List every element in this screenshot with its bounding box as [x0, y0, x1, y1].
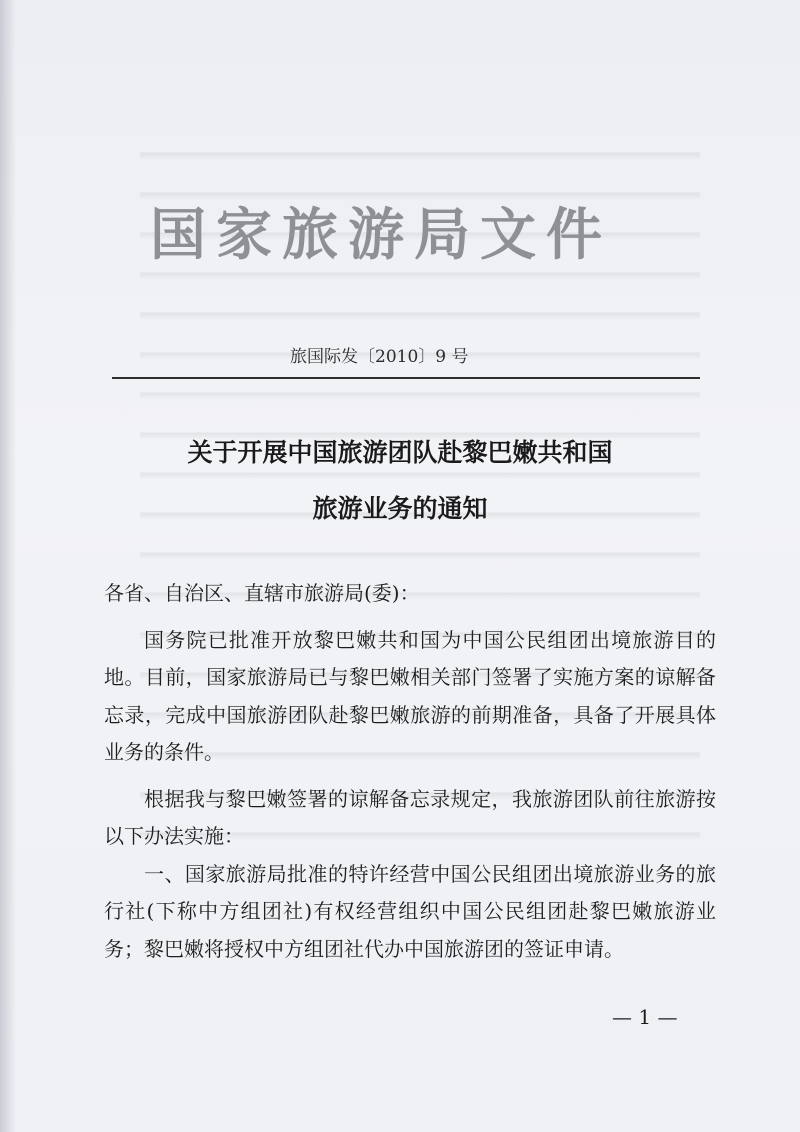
subject-line-1: 关于开展中国旅游团队赴黎巴嫩共和国	[187, 438, 613, 467]
paragraph: 一、国家旅游局批准的特许经营中国公民组团出境旅游业务的旅行社(下称中方组团社)有权经营组织中国公民组团赴黎巴嫩旅游业务；黎巴嫩将授权中方组团社代办中国旅游团的签证申请。	[104, 861, 716, 961]
scan-edge-shadow	[0, 0, 16, 1132]
document-number: 旅国际发〔2010〕9 号	[290, 347, 469, 367]
issuing-authority-title: 国家旅游局文件	[150, 202, 612, 268]
page-number: — 1 —	[612, 1005, 678, 1029]
paragraph: 国务院已批准开放黎巴嫩共和国为中国公民组团出境旅游目的地。目前，国家旅游局已与黎巴嫩相关部门签署了实施方案的谅解备忘录，完成中国旅游团队赴黎巴嫩旅游的前期准备，具备了开展具体业务的条件。	[104, 627, 716, 764]
paragraph: 根据我与黎巴嫩签署的谅解备忘录规定，我旅游团队前往旅游按以下办法实施：	[104, 786, 716, 848]
header-divider	[112, 377, 700, 379]
document-subject	[100, 425, 700, 537]
addressee: 各省、自治区、直辖市旅游局(委)：	[104, 581, 420, 605]
subject-line-2: 旅游业务的通知	[312, 494, 488, 523]
document-body	[104, 575, 716, 968]
